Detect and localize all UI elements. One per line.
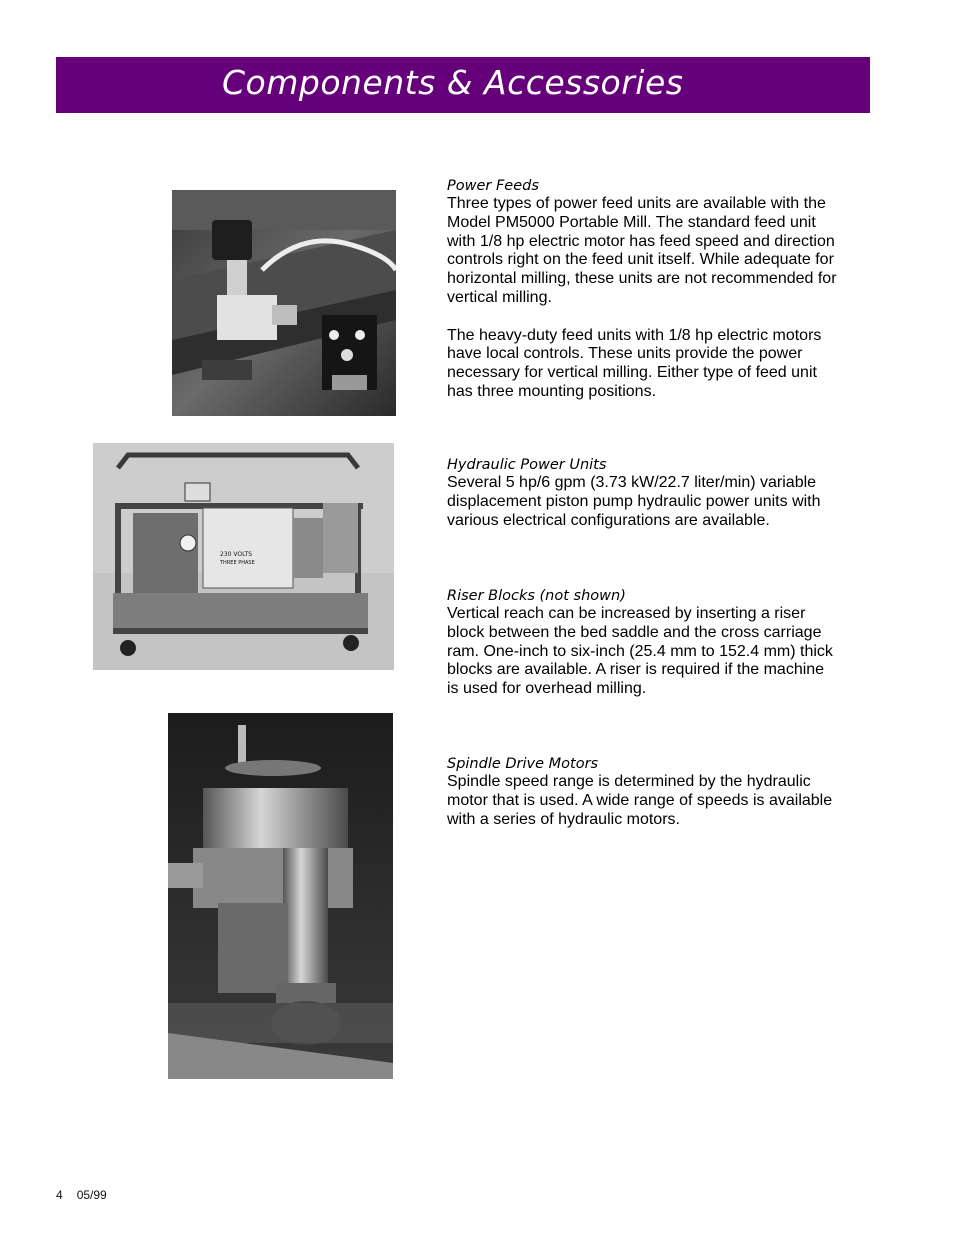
spindle-drive-motors-paragraph: Spindle speed range is determined by the hydraulic motor that is used. A wide range of speeds is available with a series of hydraulic motors. — [447, 773, 833, 828]
page-title: Components & Accessories — [222, 63, 684, 102]
spindle-drive-motors-section — [447, 755, 837, 829]
hydraulic-power-units-section — [447, 456, 837, 530]
spindle-drive-motor-photo — [168, 713, 393, 1079]
hydraulic-power-unit-photo — [93, 443, 394, 670]
page-footer — [56, 1188, 107, 1202]
power-feeds-section — [447, 177, 837, 402]
voltage-label: 230 VOLTS — [220, 551, 253, 558]
power-feeds-heading: Power Feeds — [447, 178, 539, 194]
footer-date: 05/99 — [76, 1188, 107, 1202]
hydraulic-power-units-paragraph: Several 5 hp/6 gpm (3.73 kW/22.7 liter/min) variable displacement piston pump hydraulic power units with various electrical configurations are available. — [447, 474, 821, 529]
page-number: 4 — [56, 1188, 63, 1202]
power-feeds-paragraph-2: The heavy-duty feed units with 1/8 hp electric motors have local controls. These units provide the power necessary for vertical milling. Either type of feed unit has three mounting positions. — [447, 326, 822, 400]
hydraulic-power-units-heading: Hydraulic Power Units — [447, 457, 607, 473]
title-banner — [56, 57, 870, 113]
power-feeds-paragraph-1: Three types of power feed units are available with the Model PM5000 Portable Mill. The standard feed unit with 1/8 hp electric motor has feed speed and direction controls right on the feed unit itself. While adequate for horizontal milling, these units are not recommended for vertical milling. — [447, 195, 837, 306]
riser-blocks-section — [447, 587, 837, 699]
phase-label: THREE PHASE — [220, 560, 255, 566]
spindle-drive-motors-heading: Spindle Drive Motors — [447, 756, 599, 772]
riser-blocks-heading: Riser Blocks (not shown) — [447, 588, 626, 604]
power-feed-photo — [172, 190, 396, 416]
riser-blocks-paragraph: Vertical reach can be increased by inserting a riser block between the bed saddle and the cross carriage ram. One-inch to six-inch (25.4 mm to 152.4 mm) thick blocks are available. A riser is required if the machine is used for overhead milling. — [447, 605, 833, 698]
